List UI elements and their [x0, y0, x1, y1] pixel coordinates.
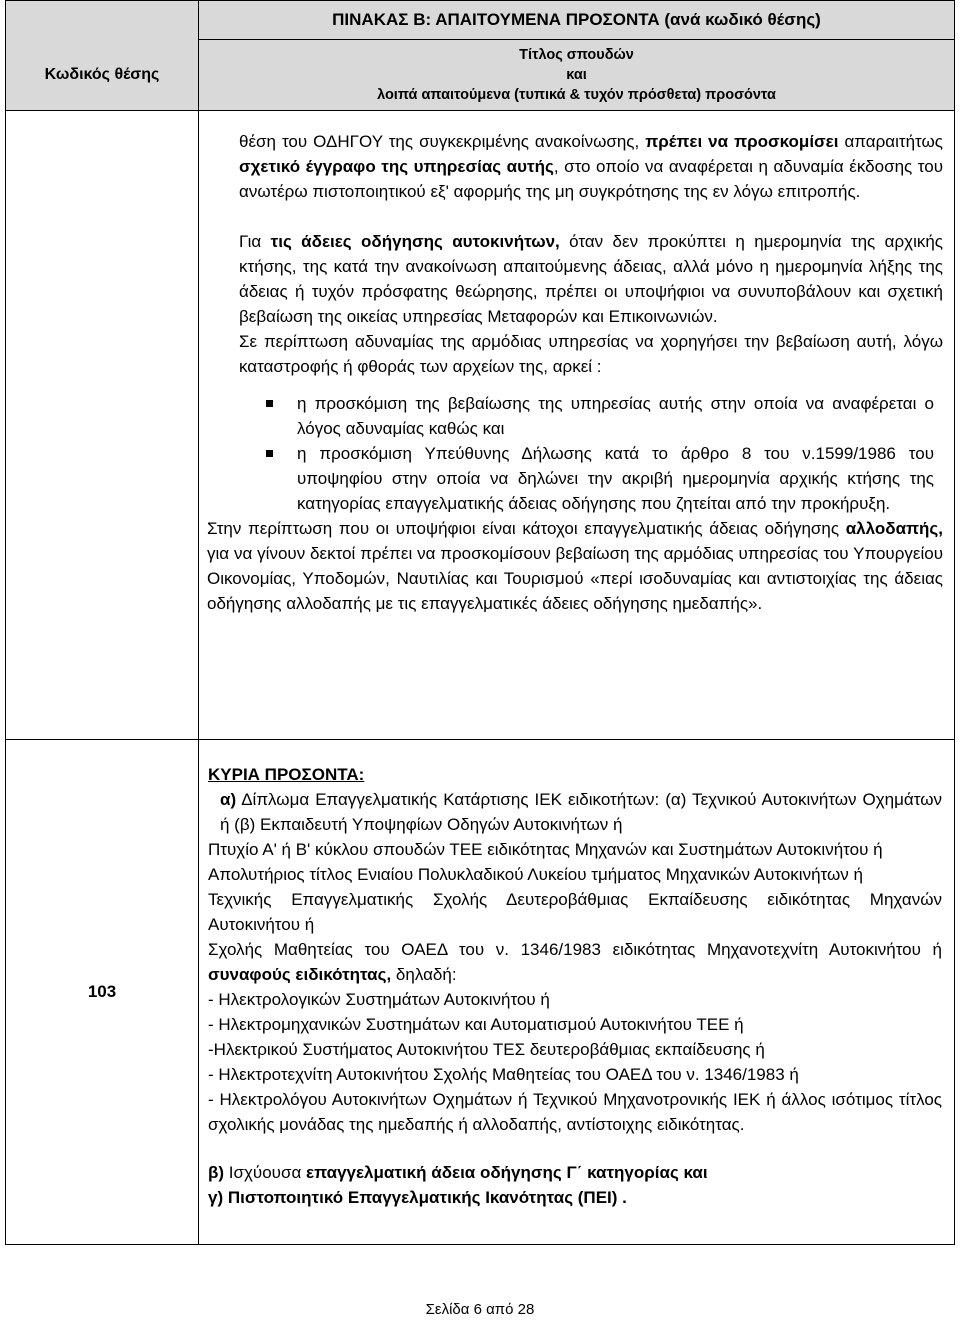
qualification-b: [208, 1160, 942, 1185]
bold-span: α): [220, 789, 237, 809]
paragraph-foreign-license: [207, 516, 943, 616]
text-span: απαραιτήτως: [838, 131, 943, 151]
requirements-cell: [199, 110, 955, 739]
related-specialty-item: -Ηλεκτρικού Συστήματος Αυτοκινήτου ΤΕΣ δευτεροβάθμιας εκπαίδευσης ή: [208, 1039, 765, 1059]
qualification-line: Πτυχίο Α' ή Β' κύκλου σπουδών ΤΕΕ ειδικότητας Μηχανών και Συστημάτων Αυτοκινήτου ή: [208, 839, 883, 859]
qualification-c: γ) Πιστοποιητικό Επαγγελματικής Ικανότητας (ΠΕΙ) .: [208, 1187, 627, 1207]
related-specialty-item: - Ηλεκτρολόγου Αυτοκινήτων Οχημάτων ή Τεχνικού Μηχανοτρονικής ΙΕΚ ή άλλος ισότιμος τίτλος σχολικής μονάδας της ημεδαπής ή αλλοδαπής, αντίστοιχης ειδικότητας.: [208, 1089, 942, 1134]
text-span: Για: [239, 231, 271, 251]
code-cell-empty: [6, 110, 199, 739]
corner-cell: [6, 1, 199, 40]
text-span: όταν δεν προκύπτει η ημερομηνία της αρχικής κτήσης, της κατά την ανακοίνωση απαιτούμενης άδειας, αλλά μόνο η ημερομηνία λήξης της άδειας ή τυχόν πρόσφατης θεώρησης, πρέπει οι υποψήφιοι να συνυποβάλουν και σχετική βεβαίωση της οικείας υπηρεσίας Μεταφορών και Επικοινωνιών.: [239, 231, 943, 326]
text-span: Σχολής Μαθητείας του ΟΑΕΔ του ν. 1346/1983 ειδικότητας Μηχανοτεχνίτη Αυτοκινήτου ή: [208, 939, 942, 959]
text-span: για να γίνουν δεκτοί πρέπει να προσκομίσουν βεβαίωση της αρμόδιας υπηρεσίας του Υπουργείου Οικονομίας, Υποδομών, Ναυτιλίας και Τουρισμού «περί ισοδυναμίας και αντιστοιχίας της άδειας οδήγησης αλλοδαπής με τις επαγγελματικές άδειες οδήγησης ημεδαπής».: [207, 543, 943, 613]
column-header-title-line3: λοιπά απαιτούμενα (τυπικά & τυχόν πρόσθετα) προσόντα: [377, 86, 776, 103]
text-span: θέση του ΟΔΗΓΟΥ της συγκεκριμένης ανακοίνωσης,: [239, 131, 646, 151]
column-header-title-line1: Τίτλος σπουδών: [519, 46, 634, 63]
column-header-title-line2: και: [566, 66, 587, 83]
bold-span: συναφούς ειδικότητας,: [208, 964, 392, 984]
bold-span: αλλοδαπής,: [845, 518, 943, 538]
paragraph-driver-document: [239, 129, 943, 204]
text-span: , στο οποίο να αναφέρεται η αδυναμία έκδοσης του ανωτέρω πιστοποιητικού εξ' αφορμής της μη συγκρότησης της εν λόγω επιτροπής.: [239, 156, 943, 201]
qualification-line: Τεχνικής Επαγγελματικής Σχολής Δευτεροβάθμιας Εκπαίδευσης ειδικότητας Μηχανών Αυτοκινήτου ή: [208, 889, 942, 934]
square-bullet-icon: [266, 450, 273, 457]
related-specialty-item: - Ηλεκτροτεχνίτη Αυτοκινήτου Σχολής Μαθητείας του ΟΑΕΔ του ν. 1346/1983 ή: [208, 1064, 799, 1084]
related-specialty-item: - Ηλεκτρομηχανικών Συστημάτων και Αυτοματισμού Αυτοκινήτου ΤΕΕ ή: [208, 1014, 744, 1034]
list-item-text: η προσκόμιση Υπεύθυνης Δήλωσης κατά το άρθρο 8 του ν.1599/1986 του υποψηφίου στην οποία να δηλώνει την ακριβή ημερομηνία αρχικής κτήσης της κατηγορίας επαγγελματικής άδειας οδήγησης που ζητείται από την προκήρυξη.: [297, 443, 934, 513]
qualification-a: [208, 787, 942, 837]
requirements-cell: [199, 739, 955, 1244]
qualification-line: Απολυτήριος τίτλος Ενιαίου Πολυκλαδικού Λυκείου τμήματος Μηχανικών Αυτοκινήτων ή: [208, 864, 863, 884]
paragraph-inability: Σε περίπτωση αδυναμίας της αρμόδιας υπηρεσίας να χορηγήσει την βεβαίωση αυτή, λόγω καταστροφής ή φθοράς των αρχείων της, αρκεί :: [239, 331, 943, 376]
bold-span: τις άδειες οδήγησης αυτοκινήτων,: [270, 231, 560, 251]
qualification-line: [208, 937, 942, 987]
table-row: [6, 110, 955, 739]
bold-span: επαγγελματική άδεια οδήγησης Γ΄ κατηγορίας και: [306, 1162, 708, 1182]
text-span: Δίπλωμα Επαγγελματικής Κατάρτισης ΙΕΚ ειδικοτήτων: (α) Τεχνικού Αυτοκινήτων Οχημάτων ή (β) Εκπαιδευτή Υποψηφίων Οδηγών Αυτοκινήτων ή: [220, 789, 942, 834]
text-span: Ισχύουσα: [224, 1162, 307, 1182]
text-span: δηλαδή:: [391, 964, 457, 984]
column-header-code: Κωδικός θέσης: [6, 40, 199, 111]
qualifications-table: [5, 0, 955, 1245]
bullet-list: [239, 391, 943, 516]
column-header-title: [199, 40, 955, 111]
page-footer: Σελίδα 6 από 28: [425, 1301, 535, 1318]
list-item: [239, 391, 934, 441]
list-item-text: η προσκόμιση της βεβαίωσης της υπηρεσίας αυτής στην οποία να αναφέρεται ο λόγος αδυναμίας καθώς και: [297, 393, 934, 438]
related-specialty-item: - Ηλεκτρολογικών Συστημάτων Αυτοκινήτου ή: [208, 989, 550, 1009]
list-item: [239, 441, 934, 516]
table-row: [6, 739, 955, 1244]
paragraph-licenses: [239, 229, 943, 329]
bold-span: σχετικό έγγραφο της υπηρεσίας αυτής: [239, 156, 554, 176]
table-title: ΠΙΝΑΚΑΣ Β: ΑΠΑΙΤΟΥΜΕΝΑ ΠΡΟΣΟΝΤΑ (ανά κωδικό θέσης): [199, 1, 955, 40]
main-qualifications-heading: ΚΥΡΙΑ ΠΡΟΣΟΝΤΑ:: [208, 764, 365, 784]
square-bullet-icon: [266, 400, 273, 407]
position-code: 103: [6, 739, 199, 1244]
bold-span: β): [208, 1162, 225, 1182]
bold-span: πρέπει να προσκομίσει: [645, 131, 839, 151]
text-span: Στην περίπτωση που οι υποψήφιοι είναι κάτοχοι επαγγελματικής άδειας οδήγησης: [207, 518, 846, 538]
